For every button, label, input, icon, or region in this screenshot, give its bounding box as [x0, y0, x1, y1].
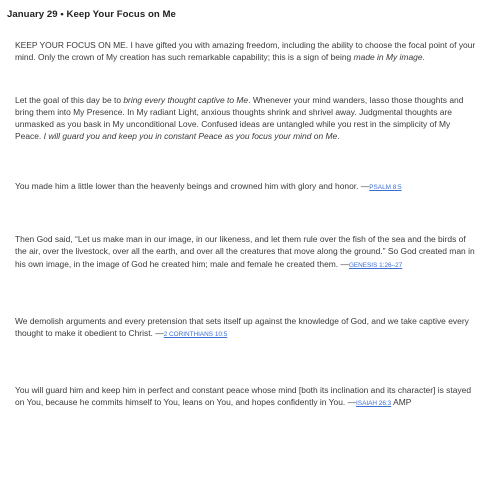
- scripture-reference-link[interactable]: ISAIAH 26:3: [356, 399, 392, 407]
- page-title: January 29 • Keep Your Focus on Me: [7, 9, 176, 20]
- verse-psalm: [15, 180, 477, 194]
- verse-isaiah: [15, 384, 477, 411]
- verse-text: We demolish arguments and every pretension that sets itself up against the knowledge of God, and we take captive every thought to make it obedient to Christ. —: [15, 315, 469, 339]
- verse-text: You will guard him and keep him in perfect and constant peace whose mind [both its inclination and its character] is stayed on You, because he commits himself to You, leans on You, and hopes confidently in You. —: [15, 384, 472, 407]
- paragraph-text: KEEP YOUR FOCUS ON ME. I have gifted you with amazing freedom, including the ability to choose the focal point of your mind. Only the crown of My creation has such remarkable capability; this is a sign of being: [15, 40, 476, 63]
- devotional-paragraph-1: [15, 39, 477, 64]
- devotional-content: [15, 39, 477, 410]
- paragraph-text: Let the goal of this day be to: [15, 94, 124, 105]
- paragraph-text: .: [337, 131, 340, 142]
- paragraph-emphasis: made in My image: [353, 52, 423, 63]
- paragraph-text: .: [422, 52, 425, 63]
- paragraph-emphasis: I will guard you and keep you in constant Peace as you focus your mind on Me: [43, 131, 338, 142]
- paragraph-emphasis: bring every thought captive to Me: [123, 94, 249, 105]
- paragraph-text: . Whenever your mind wanders, lasso those thoughts and bring them into My Presence. In My radiant Light, anxious thoughts shrink and shrivel away. Judgmental thoughts are unmasked as you bask in My unconditional Love. Confused ideas are untangled while you rest in the simplicity of My Peace.: [15, 94, 464, 142]
- devotional-paragraph-2: [15, 94, 477, 143]
- scripture-reference-link[interactable]: PSALM 8:5: [369, 183, 402, 191]
- verse-suffix: AMP: [391, 396, 412, 407]
- verse-text: Then God said, “Let us make man in our image, in our likeness, and let them rule over the fish of the sea and the birds of the air, over the livestock, over all the earth, and over all the creatures that move along the ground.” So God created man in his own image, in the image of God he created him; male and female he created them. —: [15, 234, 475, 269]
- scripture-reference-link[interactable]: 2 CORINTHIANS 10:5: [163, 331, 228, 339]
- scripture-reference-link[interactable]: GENESIS 1:26–27: [348, 261, 403, 269]
- verse-corinthians: [15, 315, 477, 342]
- verse-text: You made him a little lower than the heavenly beings and crowned him with glory and honor. —: [15, 180, 370, 191]
- verse-genesis: [15, 233, 477, 272]
